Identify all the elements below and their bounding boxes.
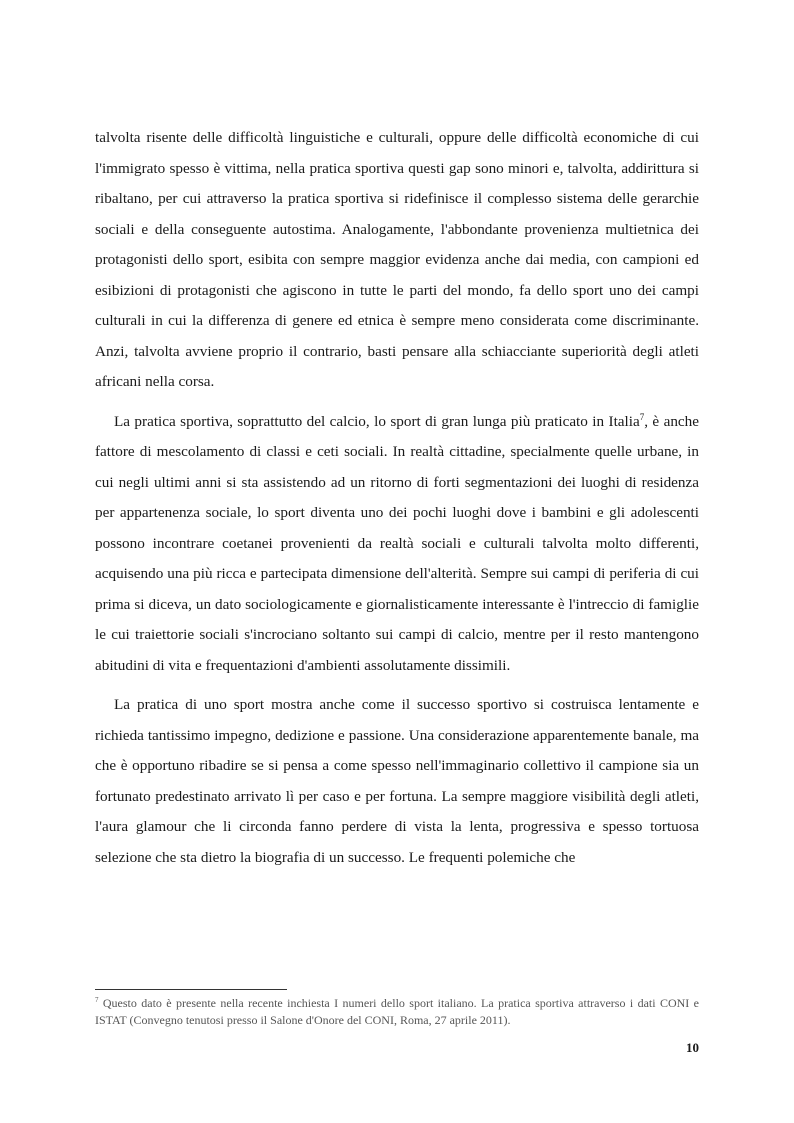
footnote-7 bbox=[95, 995, 699, 1029]
footnote-separator bbox=[95, 989, 287, 990]
page-body bbox=[95, 123, 699, 873]
paragraph-2-text-before-note: La pratica sportiva, soprattutto del calcio, lo sport di gran lunga più praticato in Italia bbox=[114, 412, 640, 430]
paragraph-3: La pratica di uno sport mostra anche come il successo sportivo si costruisca lentamente e richieda tantissimo impegno, dedizione e passione. Una considerazione apparentemente banale, ma che è opportuno ribadire se si pensa a come spesso nell'immaginario collettivo il campione sia un fortunato predestinato arrivato lì per caso e per fortuna. La sempre maggiore visibilità degli atleti, l'aura glamour che li circonda fanno perdere di vista la lenta, progressiva e spesso tortuosa selezione che sta dietro la biografia di un successo. Le frequenti polemiche che bbox=[95, 696, 699, 866]
paragraph-2-text-after-note: , è anche fattore di mescolamento di classi e ceti sociali. In realtà cittadine, specialmente quelle urbane, in cui negli ultimi anni si sta assistendo ad un ritorno di forti segmentazioni dei luoghi di residenza per appartenenza sociale, lo sport diventa uno dei pochi luoghi dove i bambini e gli adolescenti possono incontrare coetanei provenienti da realtà sociali e culturali talvolta molto differenti, acquisendo una più ricca e partecipata dimensione dell'alterità. Sempre sui campi di periferia di cui prima si diceva, un dato sociologicamente e giornalisticamente interessante è l'intreccio di famiglie le cui traiettorie sociali s'incrociano soltanto sui campi di calcio, mentre per il resto mantengono abitudini di vita e frequentazioni d'ambienti assolutamente dissimili. bbox=[95, 412, 699, 674]
paragraph-2 bbox=[95, 407, 699, 682]
page-number: 10 bbox=[686, 1040, 699, 1055]
footnote-text: Questo dato è presente nella recente inchiesta I numeri dello sport italiano. La pratica sportiva attraverso i dati CONI e ISTAT (Convegno tenutosi presso il Salone d'Onore del CONI, Roma, 27 aprile 2011). bbox=[95, 996, 699, 1027]
paragraph-1: talvolta risente delle difficoltà linguistiche e culturali, oppure delle difficoltà economiche di cui l'immigrato spesso è vittima, nella pratica sportiva questi gap sono minori e, talvolta, addirittura si ribaltano, per cui attraverso la pratica sportiva si ridefinisce il complesso sistema delle gerarchie sociali e della conseguente autostima. Analogamente, l'abbondante provenienza multietnica dei protagonisti dello sport, esibita con sempre maggior evidenza anche dai media, con campioni ed esibizioni di protagonisti che agiscono in tutte le parti del mondo, fa dello sport uno dei campi culturali in cui la differenza di genere ed etnica è sempre meno considerata come discriminante. Anzi, talvolta avviene proprio il contrario, basti pensare alla schiacciante superiorità degli atleti africani nella corsa. bbox=[95, 129, 699, 390]
footnote-reference-7[interactable]: 7 bbox=[639, 411, 645, 422]
footnote-mark: 7 bbox=[95, 996, 99, 1004]
